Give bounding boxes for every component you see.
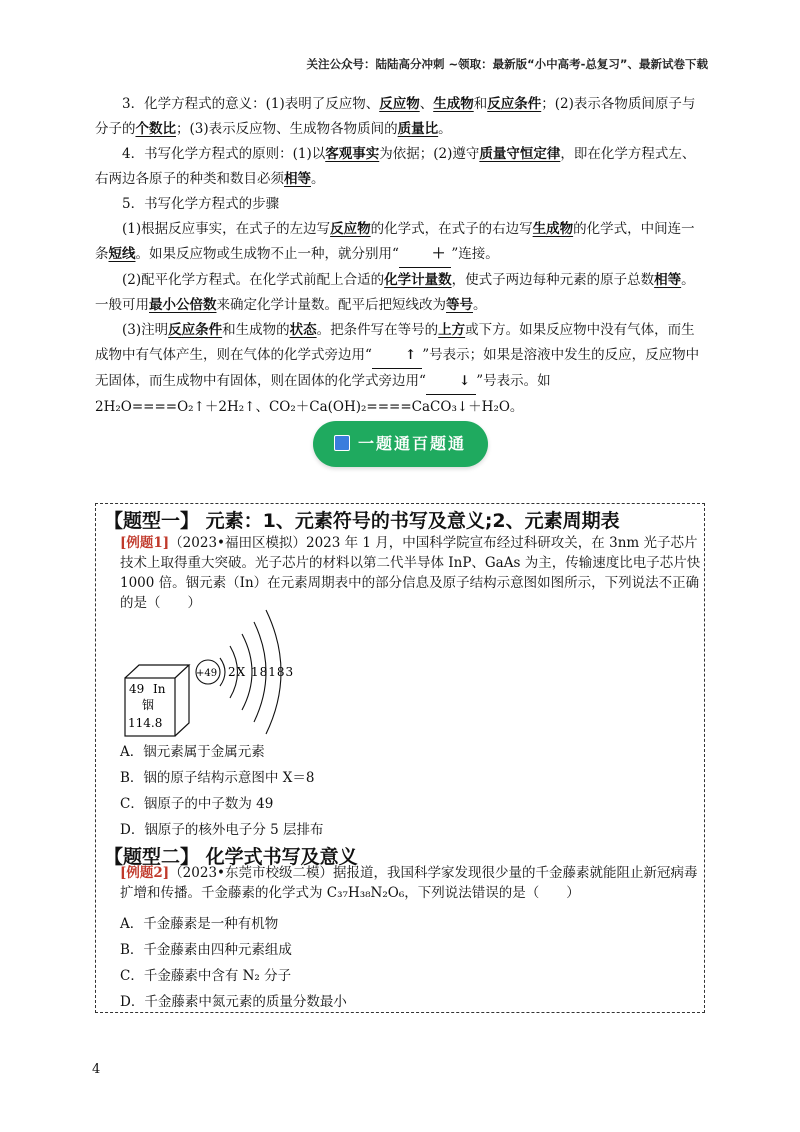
- practice-banner[interactable]: 一题通百题通: [313, 421, 488, 467]
- example-tag: [例题2]: [120, 865, 170, 881]
- step-3: (3)注明反应条件和生成物的状态。把条件写在等号的上方或下方。如果反应物中没有气体，而生成物中有气体产生，则在气体的化学式旁边用“ ↑ ”号表示；如果是溶液中发生的反应，反应物中无固体，而生成物中有固体，则在固体的化学式旁边用“ ↓ ”号表示。如: [95, 318, 707, 395]
- atom-diagram: [120, 598, 310, 738]
- type2-option-c[interactable]: C．千金藤素中含有 N₂ 分子: [120, 968, 292, 984]
- type1-question: [例题1]（2023•福田区模拟）2023 年 1 月，中国科学院宣布经过科研攻关，在 3nm 光子芯片技术上取得重大突破。光子芯片的材料以第二代半导体 InP、GaAs 为主，传输速度比电子芯片快 1000 倍。铟元素（In）在元素周期表中的部分信息及原子结构示意图如图所示，下列说法不正确的是（ ）: [120, 535, 701, 611]
- element-name: 铟: [142, 698, 155, 712]
- nucleus-charge: +49: [196, 668, 218, 679]
- step-2: (2)配平化学方程式。在化学式前配上合适的化学计量数，使式子两边每种元素的原子总数相等。一般可用最小公倍数来确定化学计量数。配平后把短线改为等号。: [95, 272, 695, 313]
- indium-figure: [120, 598, 310, 738]
- type2-option-b[interactable]: B．千金藤素由四种元素组成: [120, 942, 292, 958]
- atomic-number: 49: [129, 682, 145, 696]
- element-symbol: In: [153, 682, 166, 696]
- type1-option-a[interactable]: A．铟元素属于金属元素: [120, 744, 265, 760]
- type1-option-d[interactable]: D．铟原子的核外电子分 5 层排布: [120, 822, 324, 838]
- type2-option-a[interactable]: A．千金藤素是一种有机物: [120, 916, 279, 932]
- point-4: 4．书写化学方程式的原则：(1)以客观事实为依据；(2)遵守质量守恒定律，即在化学方程式左、右两边各原子的种类和数目必须相等。: [95, 146, 696, 187]
- point-3: 3．化学方程式的意义：(1)表明了反应物、反应物、生成物和反应条件；(2)表示各物质间原子与分子的个数比；(3)表示反应物、生成物各物质间的质量比。: [95, 96, 696, 137]
- type1-option-b[interactable]: B．铟的原子结构示意图中 X＝8: [120, 770, 315, 786]
- equation-example: 2H₂O====O₂↑＋2H₂↑、CO₂＋Ca(OH)₂====CaCO₃↓＋H₂O。: [95, 399, 524, 415]
- type2-option-d[interactable]: D．千金藤素中氮元素的质量分数最小: [120, 994, 347, 1010]
- atomic-mass: 114.8: [128, 716, 163, 730]
- checkbox-icon: [334, 435, 350, 451]
- page-number: 4: [92, 1062, 101, 1077]
- example-tag: [例题1]: [120, 535, 170, 551]
- point-5: 5．书写化学方程式的步骤: [122, 196, 280, 212]
- type2-title: 【题型二】 化学式书写及意义: [104, 846, 358, 868]
- step-1: (1)根据反应事实，在式子的左边写反应物的化学式，在式子的右边写生成物的化学式，中间连一条短线。如果反应物或生成物不止一种，就分别用“ ＋ ”连接。: [95, 217, 707, 268]
- type2-question: [例题2]（2023•东莞市校级二模）据报道，我国科学家发现很少量的千金藤素就能阻止新冠病毒扩增和传播。千金藤素的化学式为 C₃₇H₃₈N₂O₆，下列说法错误的是（ ）: [120, 865, 698, 901]
- type1-title: 【题型一】 元素：1、元素符号的书写及意义;2、元素周期表: [104, 510, 620, 532]
- shell-electrons: 2X 18183: [228, 665, 295, 679]
- knowledge-section: [95, 92, 707, 420]
- banner-wrap: [0, 421, 800, 467]
- type1-option-c[interactable]: C．铟原子的中子数为 49: [120, 796, 274, 812]
- page-header: 关注公众号：陆陆高分冲刺 ~领取：最新版“小中高考-总复习”、最新试卷下载: [306, 57, 708, 71]
